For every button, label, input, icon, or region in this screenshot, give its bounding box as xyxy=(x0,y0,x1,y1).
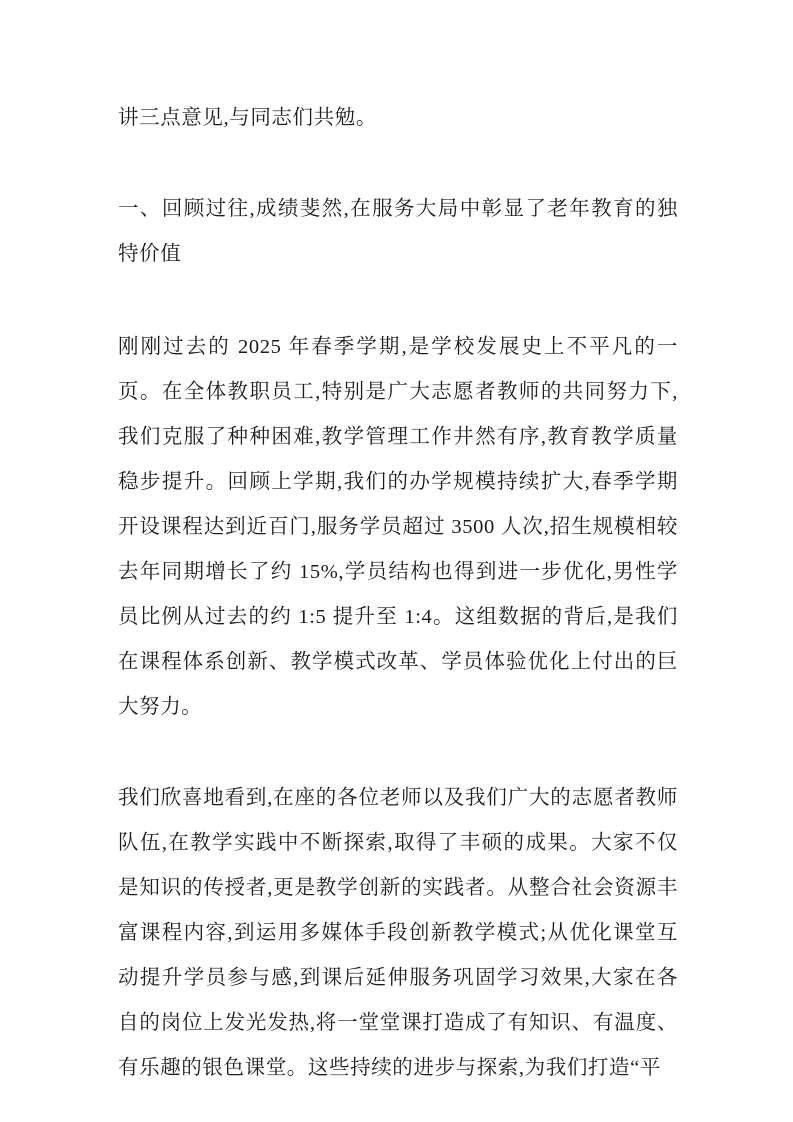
paragraph-1: 刚刚过去的 2025 年春季学期,是学校发展史上不平凡的一页。在全体教职员工,特别是广大志愿者教师的共同努力下,我们克服了种种困难,教学管理工作井然有序,教育教学质量稳步提升。回顾上学期,我们的办学规模持续扩大,春季学期开设课程达到近百门,服务学员超过 3500 人次,招生规模相较去年同期增长了约 15%,学员结构也得到进一步优化,男性学员比例从过去的约 1:5 提升至 1:4。这组数据的背后,是我们在课程体系创新、教学模式改革、学员体验优化上付出的巨大努力。 xyxy=(118,336,678,718)
section-heading-1: 一、回顾过往,成绩斐然,在服务大局中彰显了老年教育的独特价值 xyxy=(118,198,678,265)
spacer-between-paragraphs xyxy=(118,760,678,776)
paragraph-2: 我们欣喜地看到,在座的各位老师以及我们广大的志愿者教师队伍,在教学实践中不断探索,取得了丰硕的成果。大家不仅是知识的传授者,更是教学创新的实践者。从整合社会资源丰富课程内容,到运用多媒体手段创新教学模式;从优化课堂互动提升学员参与感,到课后延伸服务巩固学习效果,大家在各自的岗位上发光发热,将一堂堂课打造成了有知识、有温度、有乐趣的银色课堂。这些持续的进步与探索,为我们打造“平 xyxy=(118,787,678,1079)
spacer-after-heading xyxy=(118,303,678,325)
intro-line-paragraph: 讲三点意见,与同志们共勉。 xyxy=(118,107,377,129)
spacer-before-heading xyxy=(118,171,678,187)
document-body xyxy=(118,96,678,1091)
